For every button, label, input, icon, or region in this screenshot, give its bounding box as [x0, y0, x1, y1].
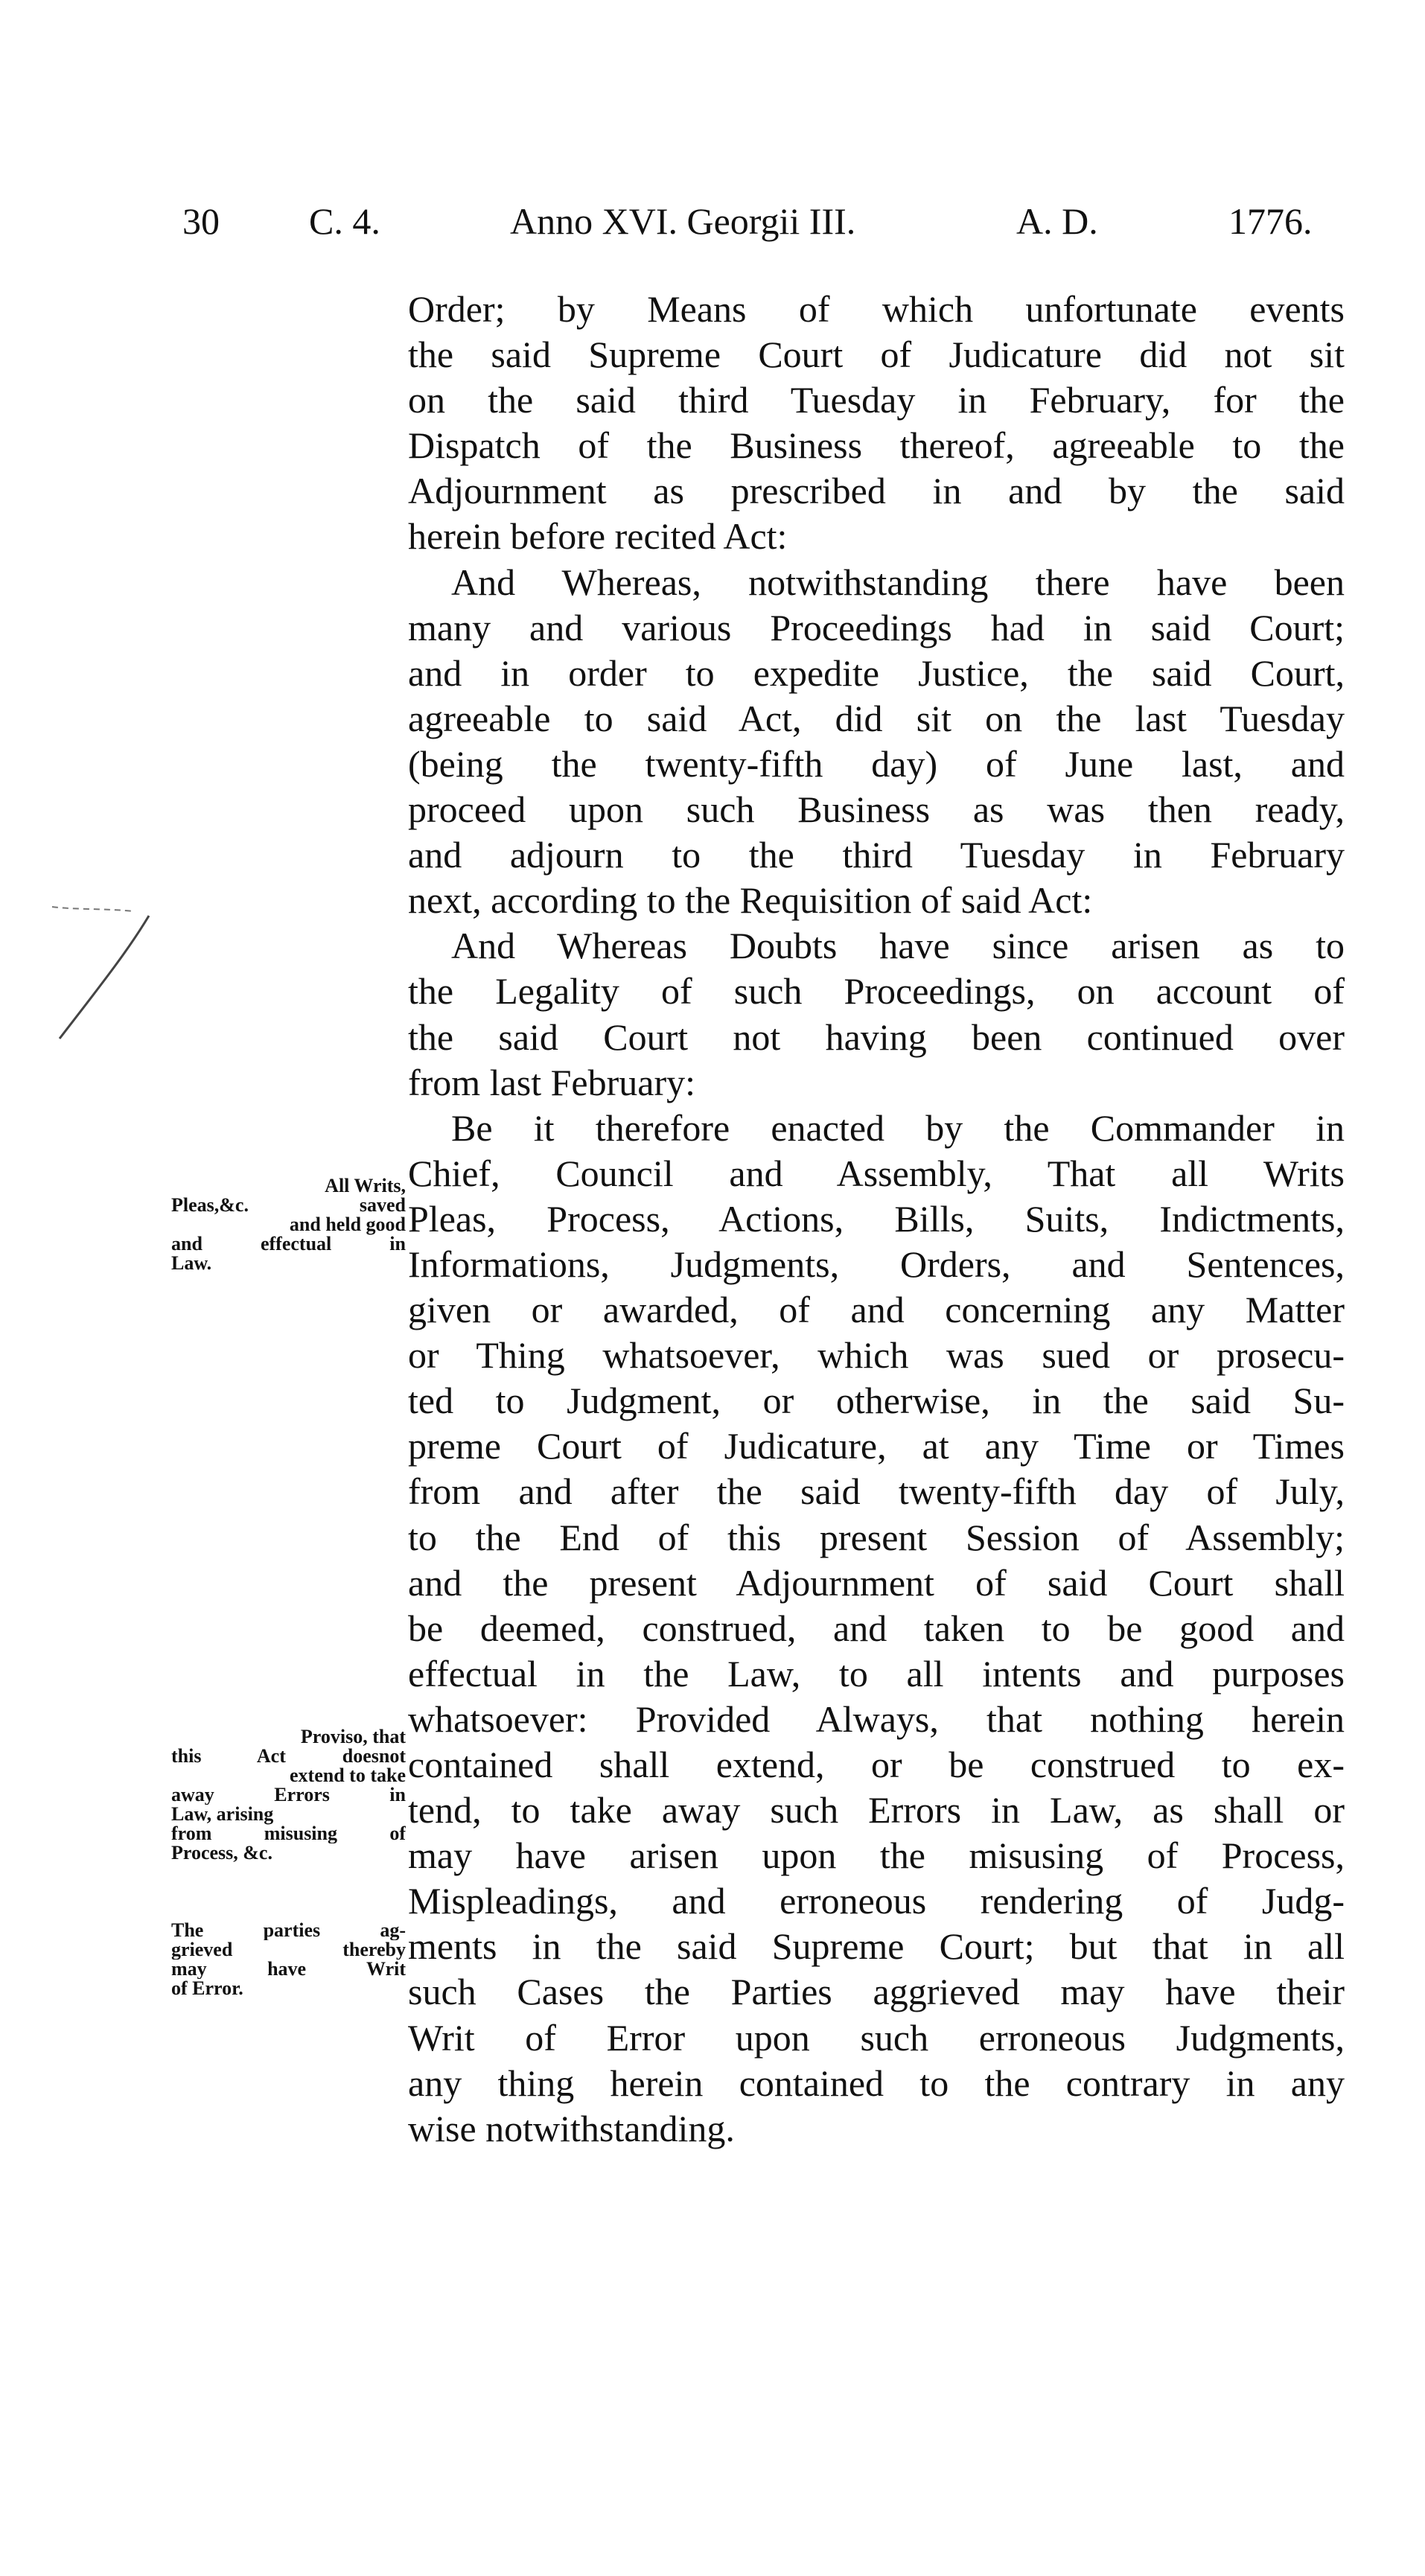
text-line: and in order to expedite Justice, the said Court,	[408, 651, 1345, 694]
text-line: next, according to the Requisition of said Act:	[408, 879, 1093, 922]
text-line: tend, to take away such Errors in Law, as shall or	[408, 1789, 1345, 1831]
text-line: Adjournment as prescribed in and by the said	[408, 470, 1345, 512]
text-line: from and after the said twenty-fifth day of July,	[408, 1470, 1345, 1513]
text-line: whatsoever: Provided Always, that nothing herein	[408, 1697, 1345, 1740]
marginal-note-writs-saved	[171, 1176, 406, 1273]
marginal-line: from misusing of	[171, 1824, 406, 1843]
text-line: given or awarded, of and concerning any Matter	[408, 1289, 1345, 1331]
text-line: may have arisen upon the misusing of Process,	[408, 1834, 1345, 1877]
text-line: and adjourn to the third Tuesday in February	[408, 834, 1345, 876]
text-line: Pleas, Process, Actions, Bills, Suits, Indictments,	[408, 1197, 1345, 1240]
marginal-line: this Act doesnot	[171, 1747, 406, 1766]
text-line: effectual in the Law, to all intents and purposes	[408, 1652, 1345, 1695]
text-line: (being the twenty-fifth day) of June last, and	[408, 742, 1345, 785]
text-line: ments in the said Supreme Court; but that in all	[408, 1925, 1345, 1968]
body-text	[408, 287, 1345, 2152]
marginal-line: Law, arising	[171, 1803, 274, 1825]
text-line: Mispleadings, and erroneous rendering of Judg-	[408, 1880, 1345, 1922]
marginal-line: grieved thereby	[171, 1940, 406, 1960]
text-line: contained shall extend, or be construed to ex-	[408, 1744, 1345, 1785]
marginal-line: Law.	[171, 1252, 212, 1274]
text-line: herein before recited Act:	[408, 515, 788, 558]
text-line: And Whereas, notwithstanding there have been	[451, 561, 1345, 603]
marginal-line: Proviso, that	[300, 1726, 406, 1747]
text-line: on the said third Tuesday in February, for the	[408, 379, 1345, 421]
marginal-line: extend to take	[290, 1764, 406, 1786]
text-line: or Thing whatsoever, which was sued or prosecu-	[408, 1334, 1345, 1377]
chapter-number: C. 4.	[309, 200, 380, 242]
text-line: Chief, Council and Assembly, That all Writs	[408, 1152, 1345, 1194]
marginal-line: and effectual in	[171, 1234, 406, 1254]
marginal-note-writ-of-error	[171, 1921, 406, 1998]
text-line: to the End of this present Session of Assembly;	[408, 1516, 1345, 1558]
text-line: agreeable to said Act, did sit on the last Tuesday	[408, 697, 1345, 739]
marginal-line: may have Writ	[171, 1960, 406, 1979]
text-line: preme Court of Judicature, at any Time or Times	[408, 1425, 1345, 1467]
marginal-line: All Writs,	[325, 1175, 406, 1196]
year: 1776.	[1228, 200, 1313, 242]
marginal-line: and held good	[289, 1214, 406, 1235]
text-line: Informations, Judgments, Orders, and Sentences,	[408, 1243, 1345, 1285]
text-line: be deemed, construed, and taken to be good and	[408, 1607, 1345, 1649]
text-line: ted to Judgment, or otherwise, in the said Su-	[408, 1380, 1345, 1422]
regnal-year: Anno XVI. Georgii III.	[510, 200, 856, 242]
marginal-line: of Error.	[171, 1977, 243, 1999]
marginal-line: Process, &c.	[171, 1842, 272, 1864]
text-line: the Legality of such Proceedings, on account of	[408, 970, 1345, 1013]
text-line: and the present Adjournment of said Court shall	[408, 1561, 1345, 1604]
marginal-note-proviso	[171, 1727, 406, 1863]
text-line: Writ of Error upon such erroneous Judgments,	[408, 2016, 1345, 2059]
text-line: Order; by Means of which unfortunate events	[408, 288, 1345, 330]
text-line: such Cases the Parties aggrieved may have their	[408, 1971, 1345, 2013]
text-line: the said Supreme Court of Judicature did not sit	[408, 334, 1345, 376]
page-number: 30	[182, 200, 220, 242]
running-head	[182, 195, 1344, 247]
text-line: Dispatch of the Business thereof, agreeable to the	[408, 424, 1345, 467]
anno-domini: A. D.	[1016, 200, 1098, 242]
text-line: from last February:	[408, 1061, 696, 1103]
text-line: wise notwithstanding.	[408, 2107, 735, 2149]
marginal-line: away Errors in	[171, 1785, 406, 1805]
text-line: Be it therefore enacted by the Commander in	[451, 1106, 1345, 1149]
pen-stroke-mark	[30, 893, 164, 1057]
marginal-line: The parties ag-	[171, 1921, 406, 1940]
text-line: And Whereas Doubts have since arisen as to	[451, 925, 1345, 967]
text-line: proceed upon such Business as was then ready,	[408, 788, 1345, 831]
text-line: many and various Proceedings had in said Court;	[408, 606, 1345, 648]
marginal-line: Pleas,&c. saved	[171, 1196, 406, 1215]
text-line: the said Court not having been continued over	[408, 1016, 1345, 1058]
text-line: any thing herein contained to the contrary in any	[408, 2062, 1345, 2104]
